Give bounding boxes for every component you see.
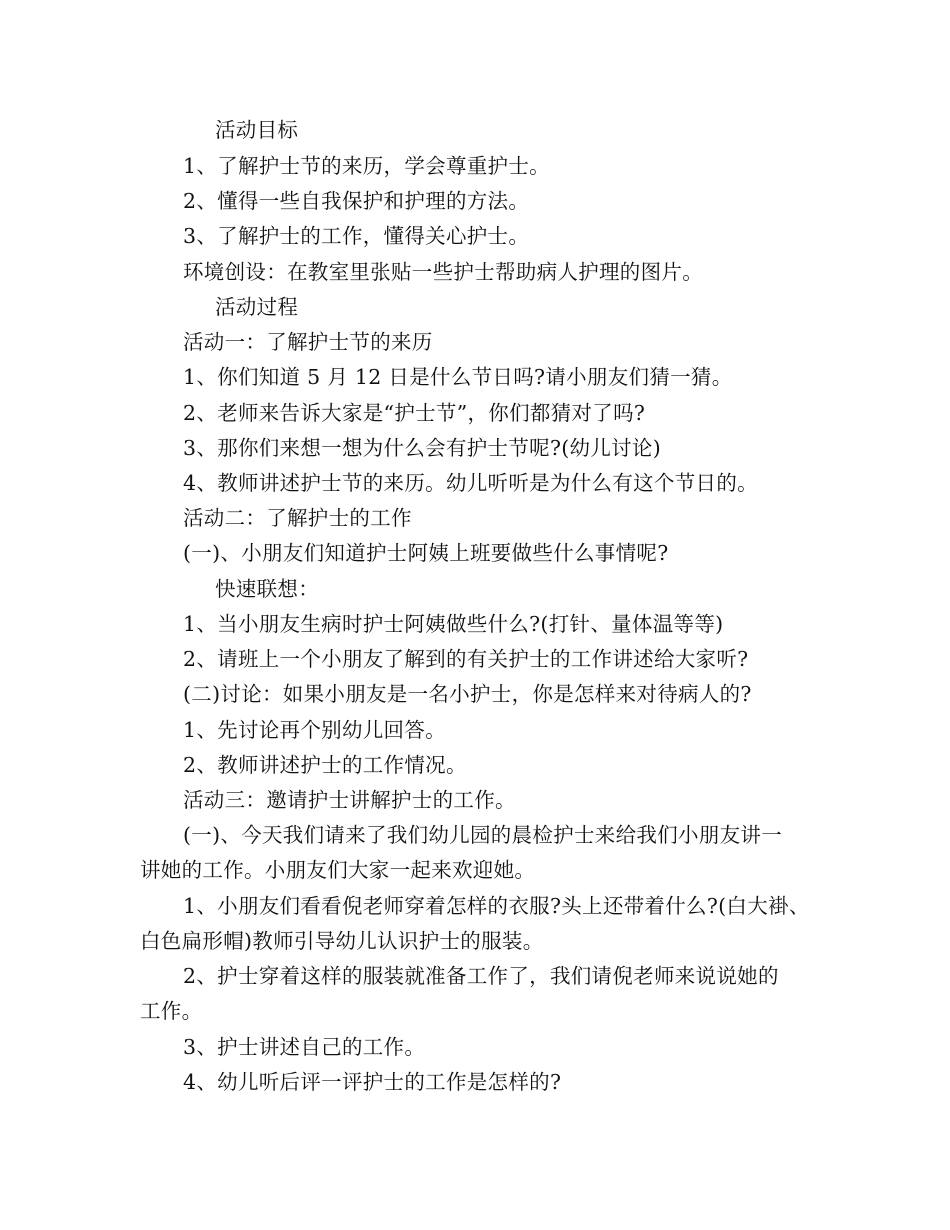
paragraph-line: (二)讨论：如果小朋友是一名小护士，你是怎样来对待病人的?	[183, 682, 752, 706]
section-heading-process: 活动过程	[215, 295, 299, 319]
environment-setup: 环境创设：在教室里张贴一些护士帮助病人护理的图片。	[183, 260, 703, 284]
paragraph-line: 1、你们知道 5 月 12 日是什么节日吗?请小朋友们猜一猜。	[183, 365, 733, 389]
paragraph-line: 3、那你们来想一想为什么会有护士节呢?(幼儿讨论)	[183, 436, 662, 460]
paragraph-line: 2、老师来告诉大家是“护士节”，你们都猜对了吗?	[183, 401, 646, 425]
paragraph-line: 2、护士穿着这样的服装就准备工作了，我们请倪老师来说说她的	[183, 964, 779, 988]
paragraph-line: 1、先讨论再个别幼儿回答。	[183, 718, 446, 742]
paragraph-line: 1、当小朋友生病时护士阿姨做些什么?(打针、量体温等等)	[183, 612, 724, 636]
goal-item: 2、懂得一些自我保护和护理的方法。	[183, 189, 530, 213]
section-heading-goals: 活动目标	[215, 118, 299, 142]
paragraph-line: 2、请班上一个小朋友了解到的有关护士的工作讲述给大家听?	[183, 647, 749, 671]
goal-item: 3、了解护士的工作，懂得关心护士。	[183, 224, 530, 248]
paragraph-line: 4、幼儿听后评一评护士的工作是怎样的?	[183, 1070, 562, 1094]
paragraph-line: 4、教师讲述护士节的来历。幼儿听听是为什么有这个节日的。	[183, 471, 758, 495]
goal-item: 1、了解护士节的来历，学会尊重护士。	[183, 154, 550, 178]
activity-heading: 活动三：邀请护士讲解护士的工作。	[183, 788, 516, 812]
paragraph-line-continued: 白色扁形帽)教师引导幼儿认识护士的服装。	[140, 929, 544, 953]
paragraph-line: 1、小朋友们看看倪老师穿着怎样的衣服?头上还带着什么?(白大褂、	[183, 894, 810, 918]
paragraph-line: 2、教师讲述护士的工作情况。	[183, 753, 467, 777]
paragraph-line: 3、护士讲述自己的工作。	[183, 1035, 426, 1059]
paragraph-line: (一)、今天我们请来了我们幼儿园的晨检护士来给我们小朋友讲一	[183, 823, 782, 847]
paragraph-line: (一)、小朋友们知道护士阿姨上班要做些什么事情呢?	[183, 541, 669, 565]
paragraph-line-continued: 讲她的工作。小朋友们大家一起来欢迎她。	[140, 858, 536, 882]
activity-heading: 活动一：了解护士节的来历	[183, 330, 433, 354]
subheading: 快速联想：	[215, 577, 319, 601]
activity-heading: 活动二：了解护士的工作	[183, 506, 412, 530]
paragraph-line-continued: 工作。	[140, 999, 203, 1023]
